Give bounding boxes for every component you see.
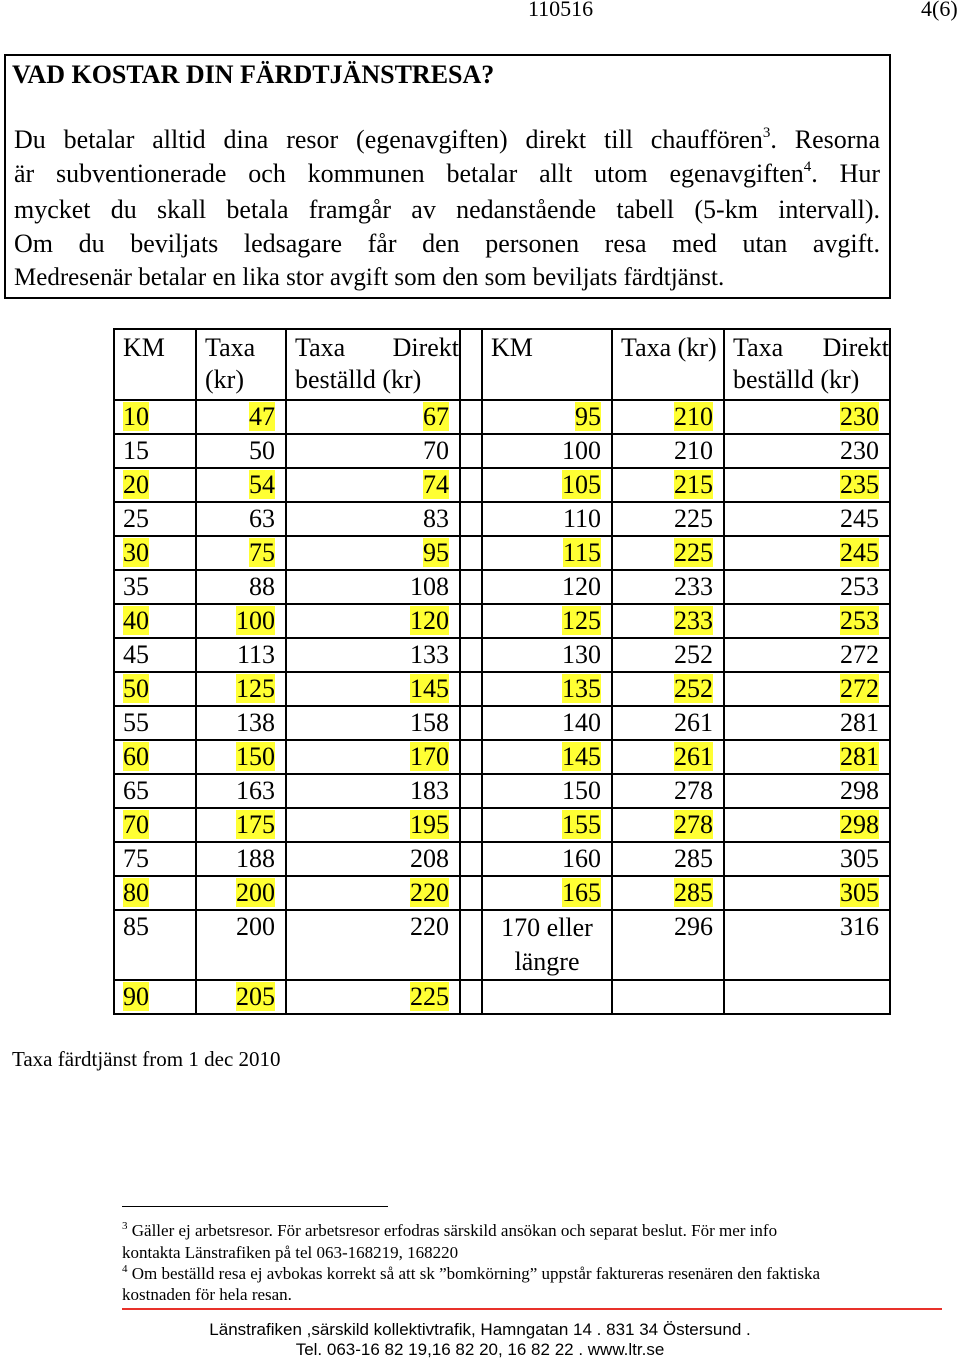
direkt-cell-value: 281 xyxy=(840,742,879,771)
km-cell-value: 30 xyxy=(123,538,149,567)
km-cell xyxy=(114,400,196,434)
direkt-cell xyxy=(286,502,460,536)
header-direkt-2: Taxa Direkt beställd (kr) xyxy=(724,329,890,400)
km-cell xyxy=(114,808,196,842)
taxa-cell-value: 225 xyxy=(674,538,713,567)
direkt-cell xyxy=(724,672,890,706)
taxa-cell xyxy=(612,672,724,706)
taxa-cell xyxy=(196,400,286,434)
taxa-cell xyxy=(196,638,286,672)
km-cell xyxy=(482,842,612,876)
taxa-cell xyxy=(196,706,286,740)
taxa-cell xyxy=(612,434,724,468)
km-cell-value: 90 xyxy=(123,982,149,1011)
taxa-cell-value: 200 xyxy=(236,878,275,907)
direkt-cell xyxy=(286,468,460,502)
taxa-cell xyxy=(612,910,724,980)
taxa-cell xyxy=(612,842,724,876)
km-cell xyxy=(482,740,612,774)
taxa-cell xyxy=(612,980,724,1014)
taxa-cell-value: 63 xyxy=(249,504,275,533)
direkt-cell xyxy=(286,774,460,808)
footnote-rule xyxy=(122,1206,388,1207)
km-cell xyxy=(114,536,196,570)
page-title: VAD KOSTAR DIN FÄRDTJÄNSTRESA? xyxy=(12,60,495,89)
taxa-cell-value: 138 xyxy=(236,708,275,737)
taxa-cell-value: 50 xyxy=(249,436,275,465)
direkt-cell xyxy=(286,980,460,1014)
km-cell xyxy=(482,672,612,706)
footnote-3-line-2: kontakta Länstrafiken på tel 063-168219, 168220 xyxy=(122,1243,459,1262)
km-cell xyxy=(482,876,612,910)
direkt-cell xyxy=(286,536,460,570)
taxa-cell xyxy=(612,706,724,740)
km-cell-value: 70 xyxy=(123,810,149,839)
km-cell-value: 85 xyxy=(123,912,149,941)
fare-table-body xyxy=(114,400,890,1014)
km-cell-value: 20 xyxy=(123,470,149,499)
taxa-cell-value: 210 xyxy=(674,402,713,431)
table-row xyxy=(114,672,890,706)
direkt-cell-value: 70 xyxy=(423,436,449,465)
gap-cell xyxy=(460,808,482,842)
km-cell-value: 80 xyxy=(123,878,149,907)
taxa-cell xyxy=(196,910,286,980)
taxa-cell-value: 47 xyxy=(249,402,275,431)
km-cell xyxy=(482,502,612,536)
intro-line-4: Om du beviljats ledsagare får den personen resa med utan avgift. xyxy=(14,229,880,258)
direkt-cell-value: 245 xyxy=(840,504,879,533)
direkt-cell-value: 298 xyxy=(840,776,879,805)
table-row xyxy=(114,980,890,1014)
km-cell-value: 145 xyxy=(562,742,601,771)
direkt-cell-value: 230 xyxy=(840,402,879,431)
taxa-cell xyxy=(612,638,724,672)
direkt-cell xyxy=(724,774,890,808)
table-header-row xyxy=(114,329,890,400)
km-cell xyxy=(482,400,612,434)
direkt-cell-value: 183 xyxy=(410,776,449,805)
direkt-cell xyxy=(286,604,460,638)
table-row xyxy=(114,910,890,980)
direkt-cell xyxy=(724,570,890,604)
direkt-cell xyxy=(724,536,890,570)
km-cell-value: 35 xyxy=(123,572,149,601)
document-number: 110516 xyxy=(528,0,594,21)
direkt-cell-value: 281 xyxy=(840,708,879,737)
km-cell-value: 55 xyxy=(123,708,149,737)
taxa-cell-value: 252 xyxy=(674,674,713,703)
direkt-cell xyxy=(286,570,460,604)
taxa-cell xyxy=(612,468,724,502)
km-cell-value: 120 xyxy=(562,572,601,601)
km-cell xyxy=(114,910,196,980)
km-cell-value: 45 xyxy=(123,640,149,669)
taxa-cell-value: 285 xyxy=(674,878,713,907)
direkt-cell xyxy=(286,842,460,876)
direkt-cell-value: 245 xyxy=(840,538,879,567)
gap-cell xyxy=(460,400,482,434)
gap-cell xyxy=(460,842,482,876)
direkt-cell xyxy=(724,604,890,638)
intro-line-5: Medresenär betalar en lika stor avgift som den som beviljats färdtjänst. xyxy=(14,264,725,291)
km-cell-value: 10 xyxy=(123,402,149,431)
gap-cell xyxy=(460,876,482,910)
footnote-ref-3: 3 xyxy=(762,125,771,141)
km-cell xyxy=(482,808,612,842)
table-row xyxy=(114,842,890,876)
direkt-cell xyxy=(724,876,890,910)
gap-cell xyxy=(460,672,482,706)
gap-cell xyxy=(460,706,482,740)
direkt-cell-value: 220 xyxy=(410,878,449,907)
footnote-4-line-2: kostnaden för hela resan. xyxy=(122,1285,292,1304)
taxa-cell-value: 215 xyxy=(674,470,713,499)
table-gap xyxy=(460,329,482,400)
fare-table xyxy=(113,328,891,1015)
direkt-cell xyxy=(286,808,460,842)
direkt-cell-value: 253 xyxy=(840,606,879,635)
km-cell xyxy=(482,638,612,672)
taxa-cell xyxy=(196,980,286,1014)
taxa-cell xyxy=(196,842,286,876)
taxa-cell xyxy=(196,774,286,808)
km-cell xyxy=(114,842,196,876)
km-cell xyxy=(114,502,196,536)
taxa-cell-value: 75 xyxy=(249,538,275,567)
km-cell xyxy=(114,706,196,740)
km-cell xyxy=(482,910,612,980)
direkt-cell xyxy=(724,910,890,980)
km-cell xyxy=(482,980,612,1014)
taxa-cell xyxy=(612,876,724,910)
direkt-cell-value: 158 xyxy=(410,708,449,737)
intro-line-2: är subventionerade och kommunen betalar allt utom egenavgiften$^4$. Hur xyxy=(14,159,880,188)
km-cell-value: 100 xyxy=(562,436,601,465)
taxa-cell xyxy=(612,740,724,774)
taxa-cell xyxy=(612,400,724,434)
footnote-ref-4: 4 xyxy=(803,159,812,175)
km-cell xyxy=(482,774,612,808)
taxa-cell-value: 150 xyxy=(236,742,275,771)
taxa-cell xyxy=(612,570,724,604)
km-cell xyxy=(482,434,612,468)
direkt-cell xyxy=(286,876,460,910)
km-cell xyxy=(114,638,196,672)
table-row xyxy=(114,774,890,808)
direkt-cell-value: 195 xyxy=(410,810,449,839)
km-cell xyxy=(482,706,612,740)
taxa-cell xyxy=(196,740,286,774)
page-number: 4(6) xyxy=(921,0,958,21)
table-row xyxy=(114,808,890,842)
footnote-4-line-1: $^4$ Om beställd resa ej avbokas korrekt så att sk ”bomkörning” uppstår faktureras resenären den faktiska xyxy=(122,1263,821,1283)
km-cell-value: 115 xyxy=(562,538,601,567)
km-cell-value: 140 xyxy=(562,708,601,737)
direkt-cell xyxy=(724,740,890,774)
km-cell-value: 75 xyxy=(123,844,149,873)
km-cell xyxy=(114,740,196,774)
direkt-cell-value: 272 xyxy=(840,640,879,669)
footer-address: Länstrafiken ,särskild kollektivtrafik, Hamngatan 14 . 831 34 Östersund . xyxy=(209,1320,751,1339)
header-km-1: KM xyxy=(114,329,196,400)
gap-cell xyxy=(460,468,482,502)
direkt-cell-value: 108 xyxy=(410,572,449,601)
direkt-cell xyxy=(724,980,890,1014)
gap-cell xyxy=(460,740,482,774)
gap-cell xyxy=(460,638,482,672)
table-row xyxy=(114,570,890,604)
footnote-3-line-1: $^3$ Gäller ej arbetsresor. För arbetsresor erfodras särskild ansökan och separat beslut. För mer info xyxy=(122,1220,778,1240)
taxa-cell-value: 188 xyxy=(236,844,275,873)
km-cell-value: 160 xyxy=(562,844,601,873)
direkt-cell-value: 67 xyxy=(423,402,449,431)
direkt-cell-value: 95 xyxy=(423,538,449,567)
km-cell-value: 95 xyxy=(575,402,601,431)
km-cell-value: 15 xyxy=(123,436,149,465)
taxa-cell xyxy=(196,570,286,604)
gap-cell xyxy=(460,910,482,980)
km-cell xyxy=(114,434,196,468)
footnote-3-number: 3 xyxy=(122,1220,128,1232)
km-cell-value: 50 xyxy=(123,674,149,703)
taxa-cell-value: 278 xyxy=(674,810,713,839)
direkt-cell-value: 230 xyxy=(840,436,879,465)
km-cell xyxy=(114,774,196,808)
km-cell xyxy=(482,536,612,570)
km-cell xyxy=(114,672,196,706)
direkt-cell xyxy=(724,638,890,672)
km-cell-value: 165 xyxy=(562,878,601,907)
km-cell xyxy=(482,604,612,638)
taxa-cell-value: 296 xyxy=(674,912,713,941)
km-cell-value: 65 xyxy=(123,776,149,805)
taxa-cell-value: 261 xyxy=(674,708,713,737)
direkt-cell-value: 253 xyxy=(840,572,879,601)
footer-rule xyxy=(122,1308,942,1310)
direkt-cell xyxy=(286,638,460,672)
km-cell xyxy=(482,468,612,502)
direkt-cell xyxy=(724,842,890,876)
taxa-cell xyxy=(612,502,724,536)
taxa-cell-value: 261 xyxy=(674,742,713,771)
direkt-cell-value: 235 xyxy=(840,470,879,499)
table-row xyxy=(114,740,890,774)
taxa-cell xyxy=(612,536,724,570)
gap-cell xyxy=(460,774,482,808)
km-cell-value: 25 xyxy=(123,504,149,533)
km-cell-value: 60 xyxy=(123,742,149,771)
taxa-cell-value: 100 xyxy=(236,606,275,635)
table-row xyxy=(114,502,890,536)
table-caption: Taxa färdtjänst from 1 dec 2010 xyxy=(12,1047,281,1071)
gap-cell xyxy=(460,536,482,570)
km-cell-value: 135 xyxy=(562,674,601,703)
direkt-cell-value: 298 xyxy=(840,810,879,839)
gap-cell xyxy=(460,604,482,638)
taxa-cell-value: 200 xyxy=(236,912,275,941)
direkt-cell-value: 145 xyxy=(410,674,449,703)
km-cell-value: 170 eller längre xyxy=(501,913,593,976)
table-row xyxy=(114,536,890,570)
header-taxa-1: Taxa (kr) xyxy=(196,329,286,400)
direkt-cell xyxy=(724,808,890,842)
taxa-cell-value: 225 xyxy=(674,504,713,533)
km-cell-value: 125 xyxy=(562,606,601,635)
header-taxa-2: Taxa (kr) xyxy=(612,329,724,400)
taxa-cell xyxy=(612,808,724,842)
footer-contact: Tel. 063-16 82 19,16 82 20, 16 82 22 . www.ltr.se xyxy=(295,1340,665,1359)
taxa-cell-value: 233 xyxy=(674,572,713,601)
intro-line-1: Du betalar alltid dina resor (egenavgiften) direkt till chauffören$^3$. Resorna xyxy=(14,125,880,154)
km-cell xyxy=(114,468,196,502)
direkt-cell-value: 305 xyxy=(840,878,879,907)
table-row xyxy=(114,638,890,672)
taxa-cell-value: 210 xyxy=(674,436,713,465)
direkt-cell-value: 170 xyxy=(410,742,449,771)
taxa-cell-value: 88 xyxy=(249,572,275,601)
header-km-2: KM xyxy=(482,329,612,400)
taxa-cell xyxy=(612,604,724,638)
km-cell xyxy=(482,570,612,604)
km-cell xyxy=(114,604,196,638)
taxa-cell-value: 233 xyxy=(674,606,713,635)
km-cell-value: 40 xyxy=(123,606,149,635)
direkt-cell-value: 133 xyxy=(410,640,449,669)
taxa-cell-value: 175 xyxy=(236,810,275,839)
gap-cell xyxy=(460,502,482,536)
direkt-cell-value: 83 xyxy=(423,504,449,533)
intro-line-3: mycket du skall betala framgår av nedanstående tabell (5-km intervall). xyxy=(14,195,880,224)
direkt-cell-value: 208 xyxy=(410,844,449,873)
km-cell-value: 130 xyxy=(562,640,601,669)
taxa-cell-value: 54 xyxy=(249,470,275,499)
direkt-cell xyxy=(724,502,890,536)
taxa-cell xyxy=(196,876,286,910)
table-row xyxy=(114,434,890,468)
direkt-cell xyxy=(286,706,460,740)
direkt-cell xyxy=(286,740,460,774)
table-row xyxy=(114,400,890,434)
direkt-cell-value: 220 xyxy=(410,912,449,941)
header-direkt-1: Taxa Direkt beställd (kr) xyxy=(286,329,460,400)
km-cell-value: 155 xyxy=(562,810,601,839)
taxa-cell xyxy=(196,468,286,502)
taxa-cell-value: 125 xyxy=(236,674,275,703)
direkt-cell xyxy=(286,400,460,434)
gap-cell xyxy=(460,570,482,604)
direkt-cell-value: 120 xyxy=(410,606,449,635)
gap-cell xyxy=(460,434,482,468)
direkt-cell-value: 225 xyxy=(410,982,449,1011)
direkt-cell xyxy=(724,434,890,468)
taxa-cell-value: 252 xyxy=(674,640,713,669)
table-row xyxy=(114,876,890,910)
direkt-cell xyxy=(724,468,890,502)
taxa-cell xyxy=(196,808,286,842)
taxa-cell xyxy=(196,502,286,536)
km-cell xyxy=(114,570,196,604)
table-row xyxy=(114,604,890,638)
direkt-cell xyxy=(286,910,460,980)
km-cell-value: 150 xyxy=(562,776,601,805)
km-cell xyxy=(114,980,196,1014)
table-row xyxy=(114,706,890,740)
direkt-cell xyxy=(286,672,460,706)
direkt-cell-value: 316 xyxy=(840,912,879,941)
direkt-cell-value: 74 xyxy=(423,470,449,499)
taxa-cell-value: 278 xyxy=(674,776,713,805)
table-row xyxy=(114,468,890,502)
taxa-cell xyxy=(196,434,286,468)
gap-cell xyxy=(460,980,482,1014)
taxa-cell xyxy=(612,774,724,808)
taxa-cell xyxy=(196,536,286,570)
taxa-cell xyxy=(196,672,286,706)
km-cell-value: 110 xyxy=(562,504,601,533)
direkt-cell xyxy=(286,434,460,468)
direkt-cell-value: 305 xyxy=(840,844,879,873)
taxa-cell xyxy=(196,604,286,638)
taxa-cell-value: 163 xyxy=(236,776,275,805)
km-cell xyxy=(114,876,196,910)
km-cell-value: 105 xyxy=(562,470,601,499)
direkt-cell xyxy=(724,400,890,434)
direkt-cell-value: 272 xyxy=(840,674,879,703)
footnote-4-number: 4 xyxy=(122,1263,128,1275)
taxa-cell-value: 285 xyxy=(674,844,713,873)
taxa-cell-value: 113 xyxy=(236,640,275,669)
direkt-cell xyxy=(724,706,890,740)
taxa-cell-value: 205 xyxy=(236,982,275,1011)
